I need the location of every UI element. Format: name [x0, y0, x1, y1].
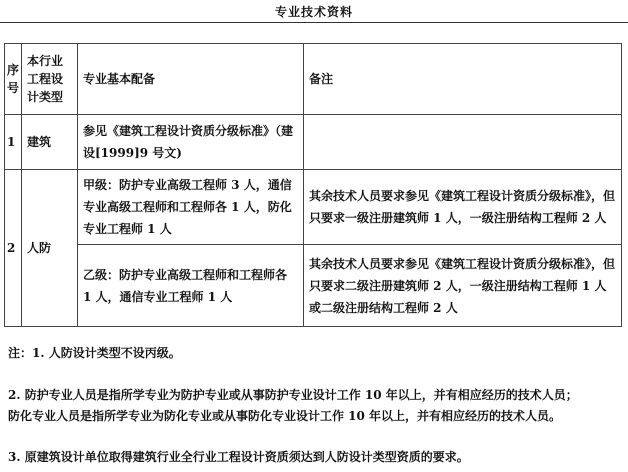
footnote-3: 3. 原建筑设计单位取得建筑行业全行业工程设计资质须达到人防设计类型资质的要求。: [8, 450, 469, 464]
row-number: 1: [5, 115, 22, 170]
header-cell-note: 备注: [304, 44, 622, 115]
row-config-grade-a: 甲级：防护专业高级工程师 3 人，通信专业高级工程师和工程师各 1 人，防化专业工程师 1 人: [78, 170, 304, 245]
table-row: [5, 245, 622, 327]
qualification-table: [4, 43, 622, 327]
footnote-2b: 防化专业人员是指所学专业为防化专业或从事防化专业设计工作 10 年以上，并有相应经历的技术人员。: [8, 409, 562, 423]
row-note: [304, 115, 622, 170]
row-config: 参见《建筑工程设计资质分级标准》（建设[1999]9 号文): [78, 115, 304, 170]
row-type: 人防: [22, 170, 78, 327]
header-cell-no: 序号: [5, 44, 22, 115]
row-note-grade-a: 其余技术人员要求参见《建筑工程设计资质分级标准》，但只要求一级注册建筑师 1 人，一级注册结构工程师 2 人: [304, 170, 622, 245]
row-type: 建筑: [22, 115, 78, 170]
row-note-grade-b: 其余技术人员要求参见《建筑工程设计资质分级标准》，但只要求二级注册建筑师 2 人，一级注册结构工程师 1 人或二级注册结构工程师 2 人: [304, 245, 622, 327]
table-row: [5, 115, 622, 170]
footnote-1: 注：1. 人防设计类型不设丙级。: [8, 346, 181, 360]
row-number: 2: [5, 170, 22, 327]
table-row: [5, 170, 622, 245]
footnote-2a: 2. 防护专业人员是指所学专业为防护专业或从事防护专业设计工作 10 年以上，并有相应经历的技术人员；: [8, 388, 578, 402]
header-cell-type: 本行业工程设计类型: [22, 44, 78, 115]
page-header: [0, 0, 628, 23]
table-header-row: [5, 44, 622, 115]
page-title: 专业技术资料: [274, 5, 353, 19]
header-cell-config: 专业基本配备: [78, 44, 304, 115]
row-config-grade-b: 乙级：防护专业高级工程师和工程师各 1 人，通信专业工程师 1 人: [78, 245, 304, 327]
